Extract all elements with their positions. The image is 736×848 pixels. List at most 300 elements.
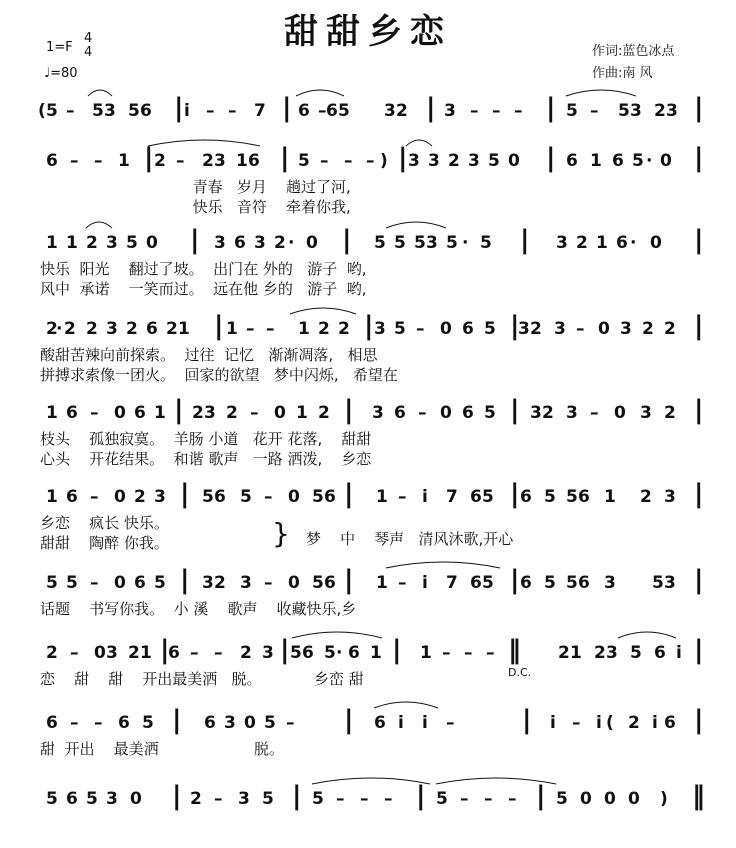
note-symbol: 5 bbox=[338, 101, 350, 121]
note-symbol: 6 bbox=[578, 573, 590, 593]
note-symbol: 6 bbox=[612, 151, 624, 171]
note-symbol: 7 bbox=[446, 573, 458, 593]
note-symbol: 6 bbox=[654, 643, 666, 663]
note-symbol: 2 bbox=[318, 319, 330, 339]
note-symbol: 1 bbox=[66, 233, 78, 253]
note-symbol: 2 bbox=[64, 319, 76, 339]
note-symbol: 3 bbox=[104, 101, 116, 121]
note-symbol: | bbox=[364, 311, 374, 341]
note-symbol: 2 bbox=[128, 643, 140, 663]
note-symbol: 6 bbox=[616, 233, 628, 253]
note-symbol: 2 bbox=[202, 151, 214, 171]
note-symbol: 5 bbox=[46, 573, 58, 593]
note-symbol: i bbox=[550, 713, 556, 733]
note-symbol: 1 bbox=[370, 643, 382, 663]
note-symbol: – bbox=[590, 403, 599, 423]
note-symbol: 5 bbox=[128, 101, 140, 121]
note-symbol: 3 bbox=[254, 233, 266, 253]
note-symbol: 3 bbox=[468, 151, 480, 171]
slur-arc bbox=[148, 140, 260, 146]
note-symbol: 3 bbox=[214, 151, 226, 171]
note-symbol: 5 bbox=[566, 573, 578, 593]
note-symbol: 2 bbox=[642, 319, 654, 339]
note-symbol: 3 bbox=[106, 233, 118, 253]
note-symbol: 3 bbox=[262, 643, 274, 663]
note-symbol: 0 bbox=[114, 573, 126, 593]
note-symbol: – bbox=[460, 789, 469, 809]
note-symbol: 3 bbox=[224, 713, 236, 733]
lyric-line: 青春 岁月 趟过了河, bbox=[40, 178, 351, 196]
note-symbol: | bbox=[694, 705, 704, 735]
note-symbol: 5 bbox=[312, 487, 324, 507]
note-symbol: | bbox=[426, 93, 436, 123]
note-symbol: 1 bbox=[420, 643, 432, 663]
note-symbol: 3 bbox=[154, 487, 166, 507]
note-symbol: 0 bbox=[440, 319, 452, 339]
note-symbol: | bbox=[694, 479, 704, 509]
note-symbol: 5 bbox=[630, 643, 642, 663]
note-symbol: 6 bbox=[462, 403, 474, 423]
note-symbol: 6 bbox=[578, 487, 590, 507]
note-symbol: 2 bbox=[192, 403, 204, 423]
note-symbol: | bbox=[174, 93, 184, 123]
dc-mark: D.C. bbox=[508, 666, 532, 679]
note-symbol: 3 bbox=[238, 789, 250, 809]
note-symbol: | bbox=[510, 395, 520, 425]
note-symbol: 0 bbox=[146, 233, 158, 253]
note-symbol: 5 bbox=[480, 233, 492, 253]
note-symbol: 1 bbox=[226, 319, 238, 339]
note-symbol: 6 bbox=[140, 101, 152, 121]
note-symbol: 0 bbox=[440, 403, 452, 423]
note-symbol: | bbox=[522, 705, 532, 735]
note-symbol: – bbox=[70, 151, 79, 171]
slur-arc bbox=[290, 308, 356, 314]
note-symbol: 1 bbox=[46, 487, 58, 507]
note-symbol: 6 bbox=[470, 573, 482, 593]
note-symbol: i bbox=[596, 713, 602, 733]
note-symbol: 3 bbox=[372, 403, 384, 423]
note-symbol: | bbox=[510, 311, 520, 341]
note-symbol: 1 bbox=[140, 643, 152, 663]
note-symbol: 3 bbox=[666, 101, 678, 121]
note-symbol: 1 bbox=[596, 233, 608, 253]
note-symbol: 0 bbox=[306, 233, 318, 253]
note-symbol: 2 bbox=[664, 403, 676, 423]
note-symbol: – bbox=[246, 319, 255, 339]
note-symbol: 0 bbox=[580, 789, 592, 809]
note-symbol: 5 bbox=[484, 319, 496, 339]
note-symbol: 6 bbox=[374, 713, 386, 733]
note-symbol: 5 bbox=[544, 573, 556, 593]
note-symbol: 5 bbox=[264, 713, 276, 733]
note-symbol: 6 bbox=[348, 643, 360, 663]
note-symbol: | bbox=[172, 705, 182, 735]
note-symbol: – bbox=[90, 403, 99, 423]
lyric-line: 枝头 孤独寂寞。 羊肠 小道 花开 花落, 甜甜 bbox=[40, 430, 372, 448]
note-symbol: | bbox=[694, 635, 704, 665]
note-symbol: | bbox=[342, 225, 352, 255]
note-symbol: | bbox=[546, 143, 556, 173]
slur-arc bbox=[86, 222, 112, 228]
note-symbol: 3 bbox=[384, 101, 396, 121]
note-symbol: 1 bbox=[154, 403, 166, 423]
note-symbol: 2 bbox=[226, 403, 238, 423]
note-symbol: ‖ bbox=[692, 781, 705, 811]
note-symbol: – bbox=[206, 101, 215, 121]
note-symbol: 3 bbox=[426, 233, 438, 253]
note-symbol: 5 bbox=[142, 713, 154, 733]
note-symbol: 6 bbox=[324, 487, 336, 507]
note-symbol: i bbox=[184, 101, 190, 121]
note-symbol: 2 bbox=[86, 319, 98, 339]
note-symbol: | bbox=[510, 479, 520, 509]
note-symbol: 3 bbox=[566, 403, 578, 423]
note-symbol: 6 bbox=[168, 643, 180, 663]
note-symbol: | bbox=[344, 479, 354, 509]
note-symbol: 6 bbox=[46, 151, 58, 171]
note-symbol: | bbox=[536, 781, 546, 811]
composer: 作曲:南 风 bbox=[592, 66, 653, 81]
note-symbol: 6 bbox=[66, 789, 78, 809]
note-symbol: · bbox=[56, 319, 63, 339]
note-symbol: | bbox=[280, 143, 290, 173]
note-symbol: – bbox=[66, 101, 75, 121]
note-symbol: 6 bbox=[566, 151, 578, 171]
note-symbol: 5 bbox=[290, 643, 302, 663]
note-symbol: 2 bbox=[664, 319, 676, 339]
note-symbol: | bbox=[214, 311, 224, 341]
note-symbol: 6 bbox=[134, 573, 146, 593]
time-top: 4 bbox=[84, 31, 93, 46]
note-symbol: 1 bbox=[236, 151, 248, 171]
quarter-note-icon: ♩ bbox=[44, 66, 51, 81]
lyric-line: 恋 甜 甜 开出最美洒 脱。 乡峦 甜 bbox=[40, 670, 364, 688]
note-symbol: 1 bbox=[178, 319, 190, 339]
note-symbol: 2 bbox=[274, 233, 286, 253]
note-symbol: 2 bbox=[558, 643, 570, 663]
slur-arc bbox=[566, 90, 636, 96]
note-symbol: – bbox=[70, 713, 79, 733]
note-symbol: | bbox=[520, 225, 530, 255]
note-symbol: 6 bbox=[134, 403, 146, 423]
note-symbol: 5 bbox=[394, 233, 406, 253]
note-symbol: – bbox=[286, 713, 295, 733]
note-symbol: ) bbox=[660, 789, 668, 809]
note-symbol: 5 bbox=[66, 573, 78, 593]
note-symbol: 5 bbox=[46, 101, 58, 121]
note-symbol: i bbox=[422, 713, 428, 733]
note-symbol: 5 bbox=[126, 233, 138, 253]
note-symbol: i bbox=[676, 643, 682, 663]
note-symbol: 0 bbox=[114, 487, 126, 507]
note-symbol: 3 bbox=[202, 573, 214, 593]
note-symbol: 2 bbox=[396, 101, 408, 121]
note-symbol: 3 bbox=[556, 233, 568, 253]
slur-arc bbox=[386, 222, 446, 228]
note-symbol: 3 bbox=[606, 643, 618, 663]
note-symbol: 6 bbox=[394, 403, 406, 423]
note-symbol: – bbox=[576, 319, 585, 339]
lyric-line: 风中 承诺 一笑而过。 远在他 乡的 游子 哟, bbox=[40, 280, 367, 298]
note-symbol: 2 bbox=[214, 573, 226, 593]
note-symbol: i bbox=[422, 487, 428, 507]
note-symbol: – bbox=[590, 101, 599, 121]
note-symbol: | bbox=[190, 225, 200, 255]
note-symbol: – bbox=[470, 101, 479, 121]
note-symbol: – bbox=[90, 487, 99, 507]
note-symbol: i bbox=[652, 713, 658, 733]
note-symbol: 6 bbox=[664, 713, 676, 733]
lyricist: 作词:蓝色冰点 bbox=[592, 44, 675, 59]
note-symbol: – bbox=[190, 643, 199, 663]
note-symbol: – bbox=[264, 487, 273, 507]
note-symbol: 2 bbox=[628, 713, 640, 733]
note-symbol: – bbox=[416, 319, 425, 339]
note-symbol: – bbox=[492, 101, 501, 121]
note-symbol: 5 bbox=[566, 101, 578, 121]
note-symbol: – bbox=[514, 101, 523, 121]
note-symbol: 5 bbox=[566, 487, 578, 507]
note-symbol: 5 bbox=[436, 789, 448, 809]
time-bottom: 4 bbox=[84, 45, 93, 60]
note-symbol: | bbox=[694, 225, 704, 255]
lyric-line: 快乐 阳光 翻过了坡。 出门在 外的 游子 哟, bbox=[40, 260, 367, 278]
note-symbol: 5 bbox=[312, 789, 324, 809]
note-symbol: 5 bbox=[488, 151, 500, 171]
note-symbol: 3 bbox=[530, 403, 542, 423]
note-symbol: 3 bbox=[444, 101, 456, 121]
note-symbol: – bbox=[486, 643, 495, 663]
note-symbol: 2 bbox=[190, 789, 202, 809]
note-symbol: 0 bbox=[598, 319, 610, 339]
note-symbol: | bbox=[694, 93, 704, 123]
note-symbol: 6 bbox=[46, 713, 58, 733]
note-symbol: 5 bbox=[446, 233, 458, 253]
note-symbol: 1 bbox=[376, 487, 388, 507]
key-signature: 1=F bbox=[46, 40, 73, 55]
note-symbol: 5 bbox=[92, 101, 104, 121]
note-symbol: 5 bbox=[374, 233, 386, 253]
note-symbol: – bbox=[264, 573, 273, 593]
note-symbol: 3 bbox=[664, 487, 676, 507]
note-symbol: – bbox=[94, 713, 103, 733]
note-symbol: | bbox=[510, 565, 520, 595]
note-symbol: 2 bbox=[542, 403, 554, 423]
note-symbol: 6 bbox=[520, 487, 532, 507]
note-symbol: – bbox=[266, 319, 275, 339]
slur-arc bbox=[386, 562, 500, 568]
brace-lyric: 梦 中 琴声 清风沐歌,开心 bbox=[306, 530, 514, 548]
note-symbol: 5 bbox=[312, 573, 324, 593]
note-symbol: 3 bbox=[106, 643, 118, 663]
note-symbol: 2 bbox=[166, 319, 178, 339]
slur-arc bbox=[292, 632, 382, 638]
note-symbol: 0 bbox=[614, 403, 626, 423]
note-symbol: ) bbox=[380, 151, 388, 171]
note-symbol: – bbox=[446, 713, 455, 733]
tempo-value: =80 bbox=[50, 66, 78, 81]
note-symbol: | bbox=[344, 565, 354, 595]
note-symbol: 1 bbox=[46, 233, 58, 253]
note-symbol: 6 bbox=[204, 713, 216, 733]
note-symbol: · bbox=[336, 643, 343, 663]
note-symbol: 5 bbox=[262, 789, 274, 809]
note-symbol: · bbox=[288, 233, 295, 253]
note-symbol: 0 bbox=[508, 151, 520, 171]
note-symbol: – bbox=[572, 713, 581, 733]
note-symbol: | bbox=[546, 93, 556, 123]
note-symbol: 0 bbox=[660, 151, 672, 171]
note-symbol: 6 bbox=[66, 403, 78, 423]
note-symbol: – bbox=[508, 789, 517, 809]
note-symbol: 7 bbox=[254, 101, 266, 121]
note-symbol: | bbox=[282, 93, 292, 123]
note-symbol: · bbox=[646, 151, 653, 171]
note-symbol: 5 bbox=[556, 789, 568, 809]
note-symbol: 3 bbox=[604, 573, 616, 593]
note-symbol: 2 bbox=[448, 151, 460, 171]
note-symbol: – bbox=[70, 643, 79, 663]
note-symbol: | bbox=[160, 635, 170, 665]
note-symbol: – bbox=[384, 789, 393, 809]
note-symbol: 5 bbox=[202, 487, 214, 507]
slur-arc bbox=[374, 702, 438, 708]
note-symbol: | bbox=[174, 395, 184, 425]
note-symbol: – bbox=[250, 403, 259, 423]
slur-arc bbox=[618, 632, 676, 638]
lyric-line: 甜 开出 最美洒 脱。 bbox=[40, 740, 284, 758]
note-symbol: 3 bbox=[620, 319, 632, 339]
note-symbol: 6 bbox=[248, 151, 260, 171]
note-symbol: 5 bbox=[298, 151, 310, 171]
note-symbol: 5 bbox=[154, 573, 166, 593]
note-symbol: – bbox=[228, 101, 237, 121]
note-symbol: | bbox=[344, 705, 354, 735]
note-symbol: | bbox=[694, 395, 704, 425]
note-symbol: 0 bbox=[628, 789, 640, 809]
note-symbol: 2 bbox=[654, 101, 666, 121]
note-symbol: ( bbox=[606, 713, 614, 733]
note-symbol: 6 bbox=[326, 101, 338, 121]
note-symbol: 6 bbox=[470, 487, 482, 507]
note-symbol: 2 bbox=[46, 319, 58, 339]
note-symbol: 3 bbox=[428, 151, 440, 171]
note-symbol: 0 bbox=[604, 789, 616, 809]
note-symbol: 2 bbox=[594, 643, 606, 663]
note-symbol: 3 bbox=[518, 319, 530, 339]
note-symbol: – bbox=[398, 573, 407, 593]
note-symbol: 3 bbox=[630, 101, 642, 121]
note-symbol: 2 bbox=[338, 319, 350, 339]
note-symbol: – bbox=[214, 643, 223, 663]
note-symbol: 5 bbox=[484, 403, 496, 423]
note-symbol: 7 bbox=[446, 487, 458, 507]
note-symbol: ( bbox=[38, 101, 46, 121]
note-symbol: 0 bbox=[114, 403, 126, 423]
lyric-line: 甜甜 陶醉 你我。 bbox=[40, 534, 169, 552]
note-symbol: 5 bbox=[618, 101, 630, 121]
note-symbol: 6 bbox=[66, 487, 78, 507]
brace-icon: } bbox=[272, 517, 290, 550]
note-symbol: 3 bbox=[240, 573, 252, 593]
song-title: 甜甜乡恋 bbox=[284, 12, 452, 52]
note-symbol: 3 bbox=[204, 403, 216, 423]
note-symbol: 0 bbox=[274, 403, 286, 423]
note-symbol: 2 bbox=[46, 643, 58, 663]
note-symbol: – bbox=[360, 789, 369, 809]
note-symbol: 1 bbox=[296, 403, 308, 423]
note-symbol: | bbox=[416, 781, 426, 811]
note-symbol: | bbox=[344, 395, 354, 425]
note-symbol: 6 bbox=[324, 573, 336, 593]
note-symbol: | bbox=[280, 635, 290, 665]
note-symbol: 2 bbox=[318, 403, 330, 423]
note-symbol: 6 bbox=[214, 487, 226, 507]
note-symbol: – bbox=[320, 151, 329, 171]
note-symbol: 3 bbox=[106, 789, 118, 809]
note-symbol: 3 bbox=[554, 319, 566, 339]
note-symbol: | bbox=[180, 565, 190, 595]
note-symbol: – bbox=[318, 101, 327, 121]
note-symbol: 0 bbox=[130, 789, 142, 809]
note-symbol: 6 bbox=[302, 643, 314, 663]
note-symbol: 5 bbox=[652, 573, 664, 593]
note-symbol: | bbox=[398, 143, 408, 173]
note-symbol: 5 bbox=[86, 789, 98, 809]
lyric-line: 话题 书写你我。 小 溪 歌声 收藏快乐,乡 bbox=[40, 600, 357, 618]
note-symbol: 5 bbox=[414, 233, 426, 253]
note-symbol: – bbox=[418, 403, 427, 423]
slur-arc bbox=[296, 90, 344, 96]
note-symbol: 6 bbox=[118, 713, 130, 733]
note-symbol: 5 bbox=[240, 487, 252, 507]
note-symbol: i bbox=[398, 713, 404, 733]
note-symbol: 1 bbox=[604, 487, 616, 507]
note-symbol: 2 bbox=[576, 233, 588, 253]
note-symbol: 0 bbox=[244, 713, 256, 733]
note-symbol: 2 bbox=[126, 319, 138, 339]
note-symbol: 1 bbox=[298, 319, 310, 339]
slur-arc bbox=[88, 90, 112, 96]
note-symbol: 6 bbox=[520, 573, 532, 593]
note-symbol: | bbox=[392, 635, 402, 665]
note-symbol: 3 bbox=[106, 319, 118, 339]
note-symbol: – bbox=[214, 789, 223, 809]
note-symbol: | bbox=[694, 143, 704, 173]
note-symbol: 5 bbox=[544, 487, 556, 507]
slur-arc bbox=[406, 140, 432, 146]
note-symbol: · bbox=[462, 233, 469, 253]
note-symbol: 6 bbox=[146, 319, 158, 339]
note-symbol: 2 bbox=[154, 151, 166, 171]
lyric-line: 拼搏求索像一团火。 回家的欲望 梦中闪烁, 希望在 bbox=[40, 366, 398, 384]
note-symbol: 2 bbox=[240, 643, 252, 663]
note-symbol: 6 bbox=[234, 233, 246, 253]
note-symbol: – bbox=[344, 151, 353, 171]
note-symbol: 1 bbox=[570, 643, 582, 663]
note-symbol: 5 bbox=[46, 789, 58, 809]
note-symbol: – bbox=[176, 151, 185, 171]
note-symbol: 2 bbox=[530, 319, 542, 339]
note-symbol: 2 bbox=[134, 487, 146, 507]
note-symbol: 3 bbox=[374, 319, 386, 339]
lyric-line: 心头 开花结果。 和谐 歌声 一路 洒泼, 乡恋 bbox=[40, 450, 372, 468]
note-symbol: 2 bbox=[640, 487, 652, 507]
note-symbol: | bbox=[292, 781, 302, 811]
note-symbol: – bbox=[366, 151, 375, 171]
note-symbol: 5 bbox=[482, 573, 494, 593]
